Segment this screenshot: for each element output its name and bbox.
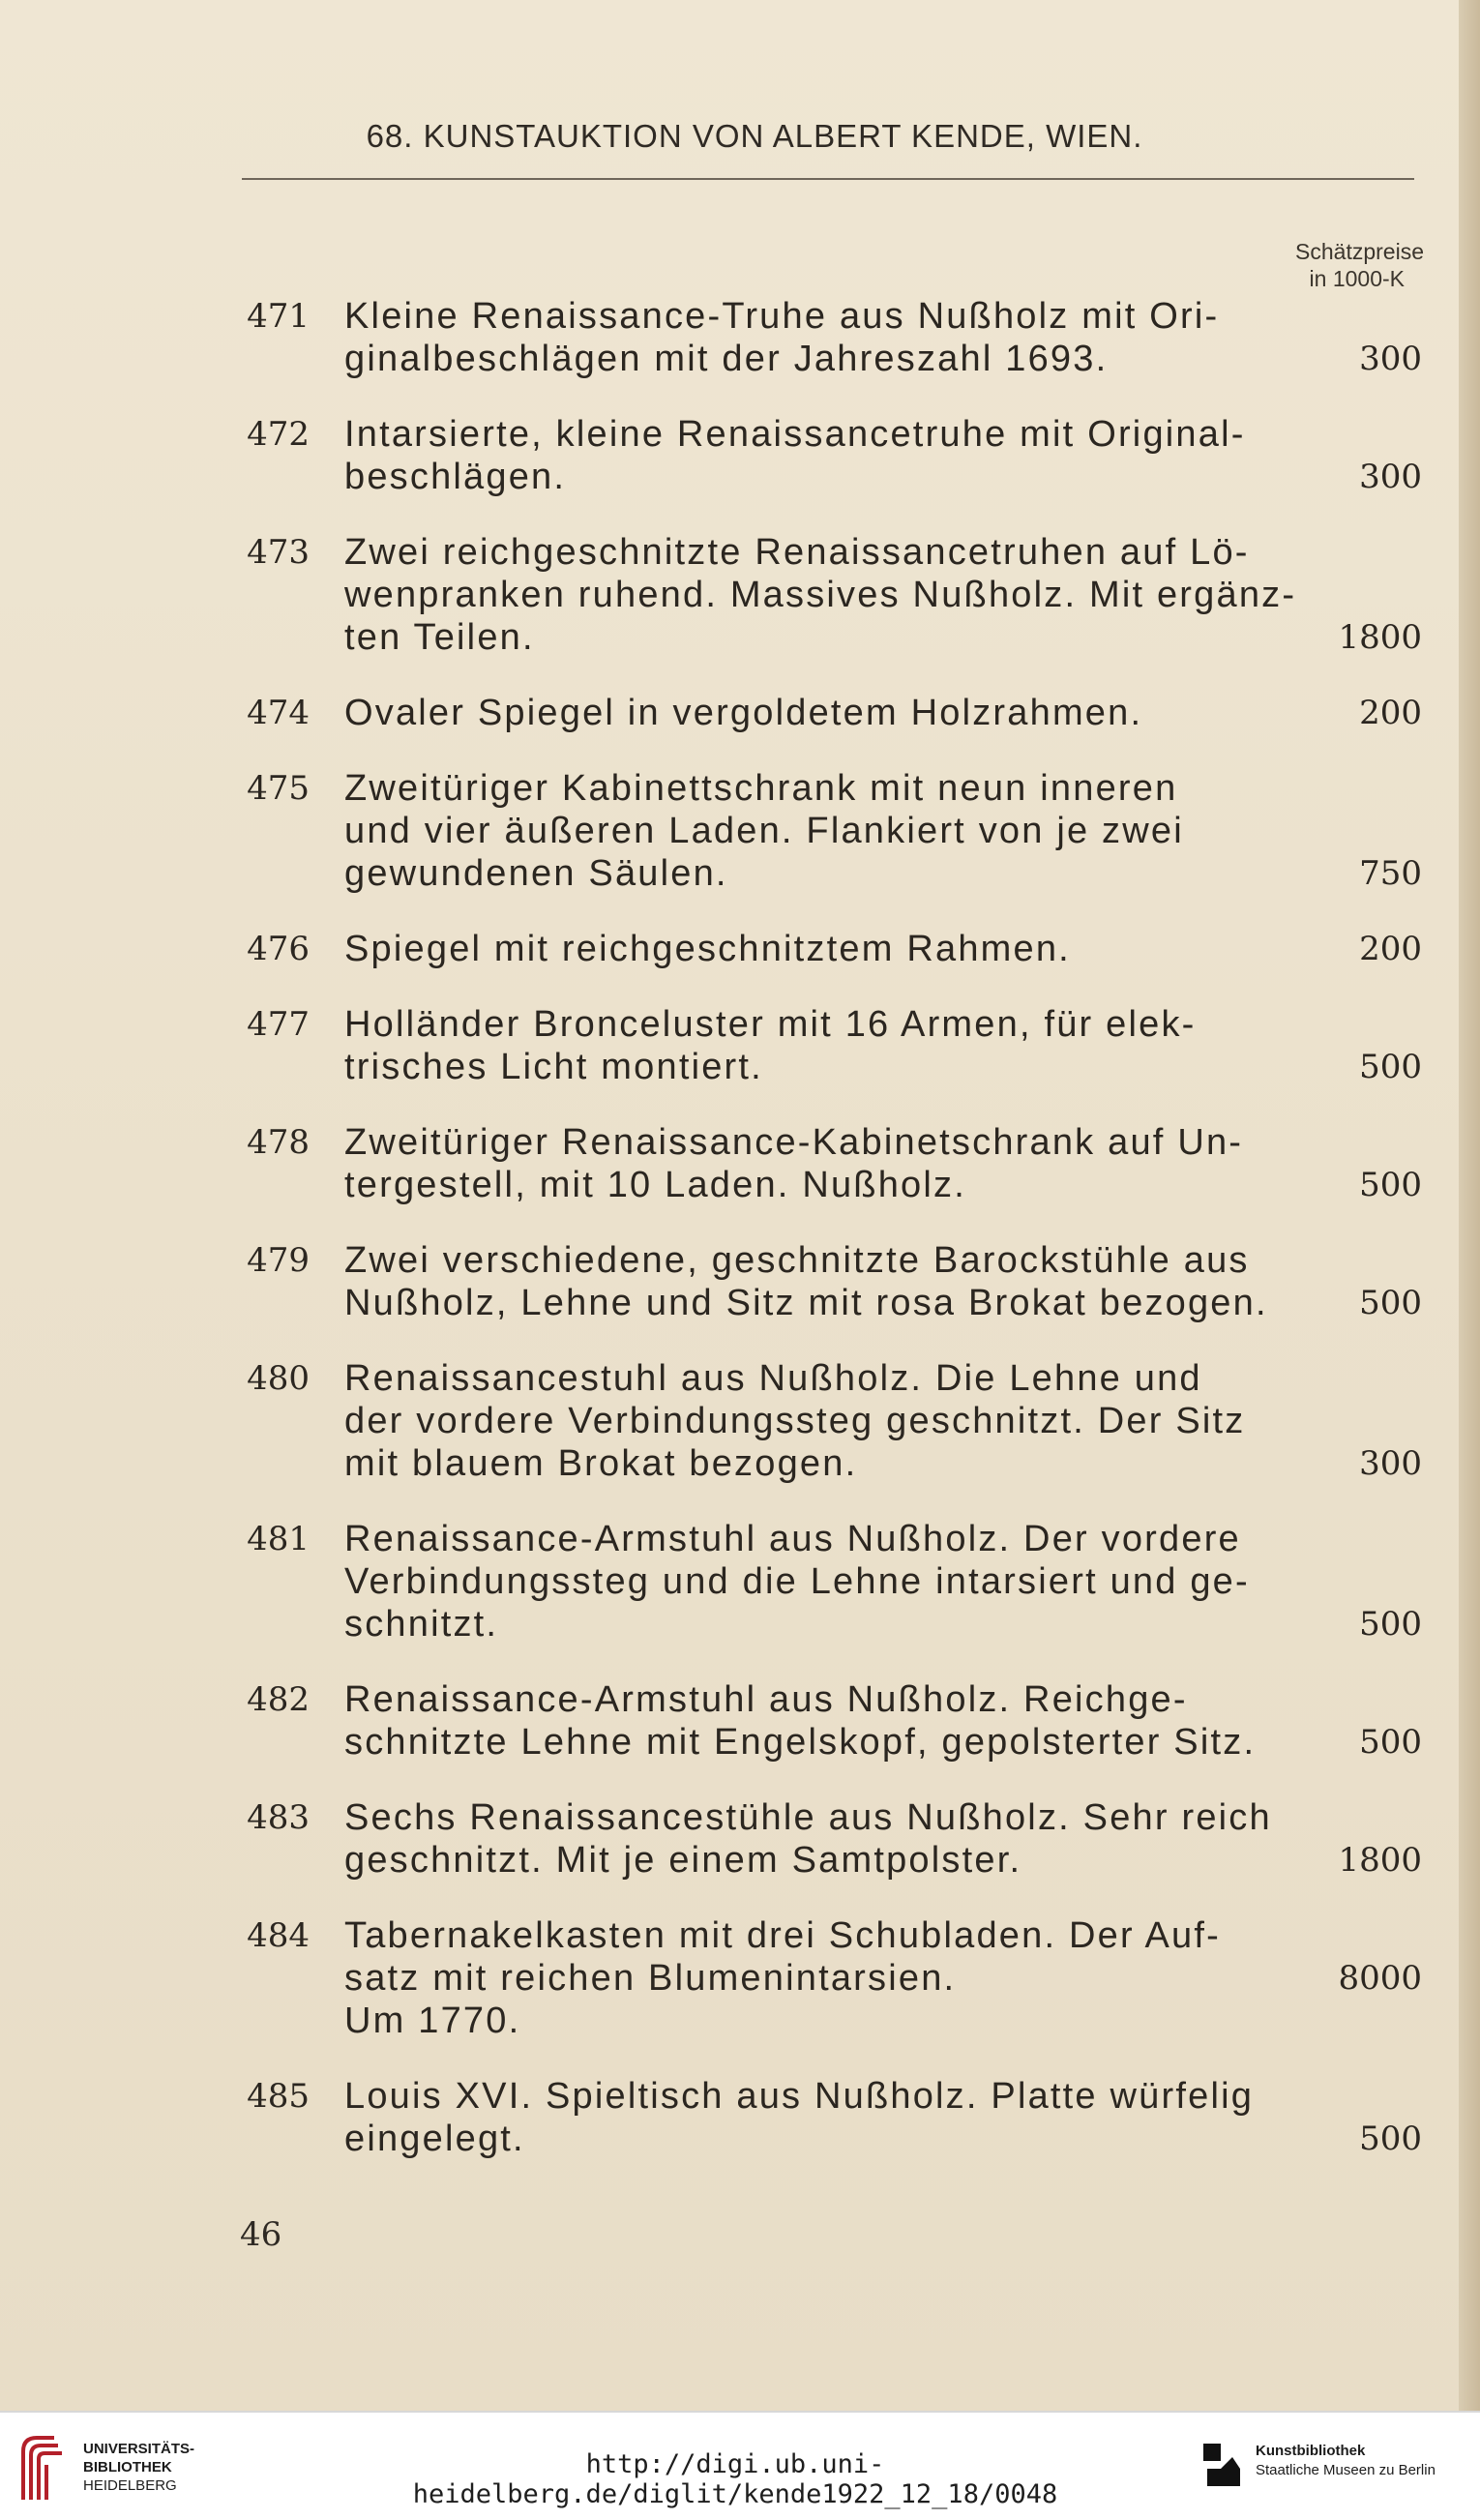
lot-number: 481 [247, 1520, 310, 1558]
lot-estimate-price: 1800 [1338, 1841, 1422, 1880]
lot-number: 472 [247, 415, 310, 454]
catalog-entry [232, 1239, 1422, 1324]
lot-description: Spiegel mit reichgeschnitztem Rahmen. [344, 929, 1071, 969]
lot-description: Renaissancestuhl aus Nußholz. Die Lehne und der vordere Verbindungssteg geschnitzt. Der Sitz mit blauem Brokat bezogen. [344, 1358, 1246, 1484]
lot-description: Zwei verschiedene, geschnitzte Barockstühle aus Nußholz, Lehne und Sitz mit rosa Brokat bezogen. [344, 1240, 1268, 1323]
catalog-entry [232, 531, 1422, 659]
lot-description: Kleine Renaissance-Truhe aus Nußholz mit Ori- ginalbeschlägen mit der Jahreszahl 1693. [344, 296, 1220, 379]
lot-description: Zweitüriger Renaissance-Kabinetschrank auf Un- tergestell, mit 10 Laden. Nußholz. [344, 1122, 1244, 1205]
lot-number: 483 [247, 1798, 310, 1837]
lot-estimate-price: 500 [1359, 1723, 1422, 1762]
price-header-line1: Schätzpreise [1295, 239, 1424, 264]
lot-estimate-price: 1800 [1338, 618, 1422, 657]
catalog-entries [232, 295, 1422, 2193]
lot-estimate-price: 300 [1359, 1444, 1422, 1483]
lot-estimate-price: 300 [1359, 458, 1422, 496]
lot-description: Holländer Bronceluster mit 16 Armen, für elek- trisches Licht montiert. [344, 1004, 1197, 1087]
header-rule [242, 178, 1414, 180]
lot-number: 480 [247, 1359, 310, 1398]
lot-description: Renaissance-Armstuhl aus Nußholz. Reichge- schnitzte Lehne mit Engelskopf, gepolsterter Sitz. [344, 1679, 1257, 1763]
kunstbibliothek-label [1256, 2442, 1436, 2480]
lot-estimate-price: 500 [1359, 1605, 1422, 1644]
uni-line-1: UNIVERSITÄTS- [83, 2441, 195, 2457]
lot-description: Intarsierte, kleine Renaissancetruhe mit Original- beschlägen. [344, 414, 1246, 497]
kunstbibliothek-logo-icon [1203, 2444, 1244, 2488]
catalog-entry [232, 413, 1422, 498]
lot-number: 471 [247, 297, 310, 336]
lot-number: 474 [247, 694, 310, 732]
running-head: 68. KUNSTAUKTION VON ALBERT KENDE, WIEN. [366, 118, 1143, 154]
lot-estimate-price: 750 [1359, 854, 1422, 893]
catalog-entry [232, 2075, 1422, 2160]
catalog-entry [232, 767, 1422, 895]
uni-line-3: HEIDELBERG [83, 2477, 177, 2494]
document-url-link[interactable]: http://digi.ub.uni-heidelberg.de/diglit/kende1922_12_18/0048 [412, 2449, 1058, 2509]
catalog-entry [232, 1796, 1422, 1882]
lot-description: Louis XVI. Spieltisch aus Nußholz. Platte würfelig eingelegt. [344, 2076, 1255, 2159]
university-library-label [83, 2440, 194, 2495]
catalog-entry [232, 1003, 1422, 1088]
lot-description: Zwei reichgeschnitzte Renaissancetruhen auf Lö- wenpranken ruhend. Massives Nußholz. Mit ergänz- ten Teilen. [344, 532, 1297, 658]
lot-number: 476 [247, 930, 310, 968]
lot-estimate-price: 200 [1359, 930, 1422, 968]
price-header-line2: in 1000-K [1309, 266, 1405, 291]
lot-estimate-price: 200 [1359, 694, 1422, 732]
lot-number: 473 [247, 533, 310, 572]
price-column-header [1250, 238, 1424, 292]
lot-description: Zweitüriger Kabinettschrank mit neun inneren und vier äußeren Laden. Flankiert von je zwei gewundenen Säulen. [344, 768, 1184, 894]
catalog-entry [232, 692, 1422, 734]
lot-number: 477 [247, 1005, 310, 1044]
kb-line-2: Staatliche Museen zu Berlin [1256, 2462, 1436, 2478]
catalog-entry [232, 928, 1422, 970]
lot-description: Ovaler Spiegel in vergoldetem Holzrahmen. [344, 693, 1143, 733]
lot-description: Tabernakelkasten mit drei Schubladen. Der Auf- satz mit reichen Blumenintarsien. Um 1770. [344, 1915, 1221, 2041]
page-edge [1459, 0, 1480, 2411]
uni-line-2: BIBLIOTHEK [83, 2459, 172, 2476]
catalog-entry [232, 1357, 1422, 1485]
lot-estimate-price: 500 [1359, 1166, 1422, 1204]
catalog-entry [232, 1518, 1422, 1645]
heidelberg-library-logo-icon [15, 2432, 70, 2502]
lot-description: Sechs Renaissancestühle aus Nußholz. Sehr reich geschnitzt. Mit je einem Samtpolster. [344, 1797, 1272, 1881]
lot-number: 478 [247, 1123, 310, 1162]
catalog-entry [232, 295, 1422, 380]
catalog-entry [232, 1678, 1422, 1764]
lot-number: 475 [247, 769, 310, 808]
catalog-entry [232, 1914, 1422, 2042]
lot-estimate-price: 500 [1359, 1284, 1422, 1322]
kb-line-1: Kunstbibliothek [1256, 2443, 1366, 2459]
viewer-footer [0, 2411, 1480, 2520]
lot-estimate-price: 500 [1359, 1048, 1422, 1086]
lot-number: 479 [247, 1241, 310, 1280]
lot-estimate-price: 500 [1359, 2120, 1422, 2158]
lot-description: Renaissance-Armstuhl aus Nußholz. Der vordere Verbindungssteg und die Lehne intarsiert und ge- schnitzt. [344, 1519, 1250, 1645]
lot-estimate-price: 300 [1359, 340, 1422, 378]
lot-number: 484 [247, 1916, 310, 1955]
catalog-entry [232, 1121, 1422, 1206]
lot-number: 482 [247, 1680, 310, 1719]
lot-number: 485 [247, 2077, 310, 2116]
lot-estimate-price: 8000 [1338, 1959, 1422, 1998]
page-number: 46 [240, 2215, 282, 2254]
